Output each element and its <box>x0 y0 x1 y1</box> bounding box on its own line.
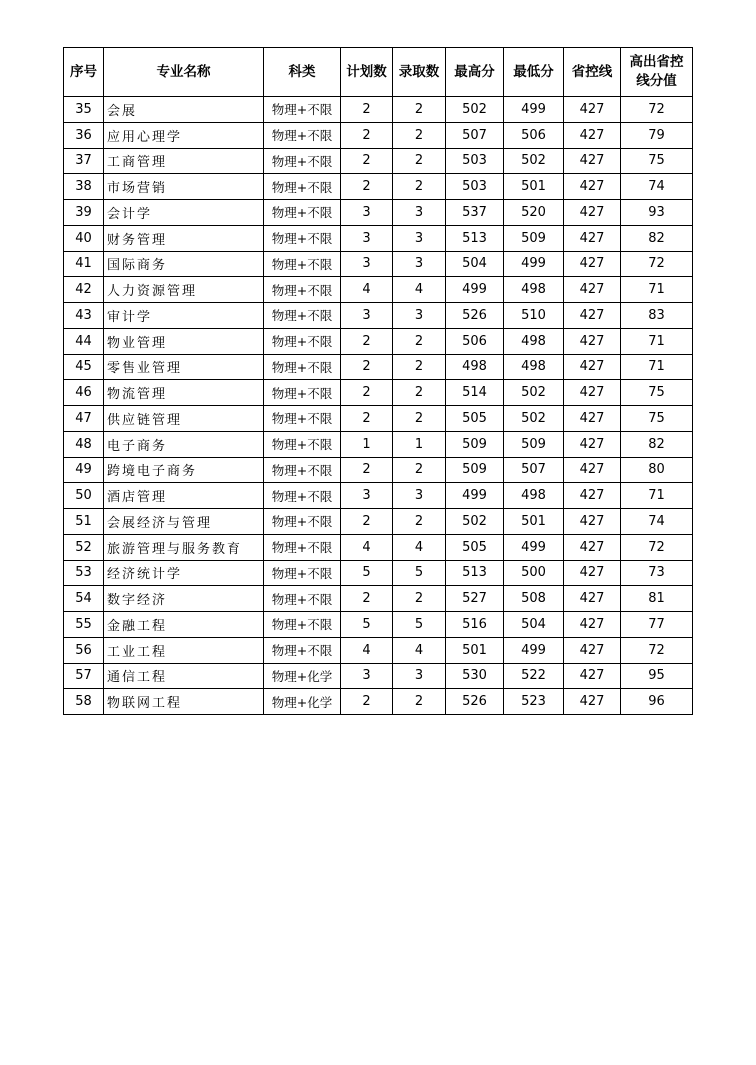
cell-control-line: 427 <box>564 225 621 251</box>
cell-admitted: 2 <box>393 689 446 715</box>
cell-above-line: 71 <box>621 328 693 354</box>
table-row <box>64 457 693 483</box>
cell-admitted: 2 <box>393 328 446 354</box>
cell-min-score: 502 <box>504 148 564 174</box>
cell-plan: 2 <box>341 354 393 380</box>
table-row <box>64 663 693 689</box>
cell-max-score: 502 <box>446 509 504 535</box>
cell-index: 35 <box>64 97 104 123</box>
table-row <box>64 148 693 174</box>
cell-plan: 1 <box>341 431 393 457</box>
cell-above-line: 80 <box>621 457 693 483</box>
cell-above-line: 71 <box>621 354 693 380</box>
table-row <box>64 328 693 354</box>
cell-min-score: 501 <box>504 174 564 200</box>
cell-major-name: 工商管理 <box>104 148 264 174</box>
cell-admitted: 3 <box>393 225 446 251</box>
cell-subject: 物理+化学 <box>264 689 341 715</box>
cell-admitted: 2 <box>393 406 446 432</box>
cell-admitted: 5 <box>393 560 446 586</box>
cell-max-score: 509 <box>446 431 504 457</box>
cell-subject: 物理+不限 <box>264 406 341 432</box>
cell-above-line: 75 <box>621 148 693 174</box>
cell-index: 37 <box>64 148 104 174</box>
cell-control-line: 427 <box>564 663 621 689</box>
cell-plan: 3 <box>341 225 393 251</box>
cell-major-name: 市场营销 <box>104 174 264 200</box>
table-row <box>64 406 693 432</box>
table-row <box>64 174 693 200</box>
cell-plan: 2 <box>341 148 393 174</box>
cell-major-name: 应用心理学 <box>104 122 264 148</box>
cell-above-line: 82 <box>621 431 693 457</box>
cell-min-score: 506 <box>504 122 564 148</box>
cell-plan: 2 <box>341 97 393 123</box>
cell-index: 44 <box>64 328 104 354</box>
cell-admitted: 3 <box>393 251 446 277</box>
cell-major-name: 通信工程 <box>104 663 264 689</box>
table-row <box>64 509 693 535</box>
cell-above-line: 75 <box>621 406 693 432</box>
cell-subject: 物理+化学 <box>264 663 341 689</box>
cell-index: 56 <box>64 637 104 663</box>
table-row <box>64 251 693 277</box>
cell-admitted: 2 <box>393 122 446 148</box>
cell-control-line: 427 <box>564 586 621 612</box>
cell-control-line: 427 <box>564 303 621 329</box>
cell-major-name: 跨境电子商务 <box>104 457 264 483</box>
cell-admitted: 2 <box>393 148 446 174</box>
cell-admitted: 2 <box>393 97 446 123</box>
cell-index: 41 <box>64 251 104 277</box>
cell-control-line: 427 <box>564 277 621 303</box>
cell-control-line: 427 <box>564 406 621 432</box>
cell-plan: 2 <box>341 328 393 354</box>
cell-major-name: 审计学 <box>104 303 264 329</box>
cell-min-score: 499 <box>504 97 564 123</box>
cell-major-name: 经济统计学 <box>104 560 264 586</box>
header-min-score: 最低分 <box>504 48 564 97</box>
cell-control-line: 427 <box>564 200 621 226</box>
header-plan: 计划数 <box>341 48 393 97</box>
cell-min-score: 498 <box>504 483 564 509</box>
cell-control-line: 427 <box>564 560 621 586</box>
cell-index: 45 <box>64 354 104 380</box>
cell-above-line: 81 <box>621 586 693 612</box>
cell-plan: 3 <box>341 663 393 689</box>
cell-admitted: 2 <box>393 354 446 380</box>
cell-min-score: 499 <box>504 251 564 277</box>
header-above-line: 高出省控线分值 <box>621 48 693 97</box>
cell-max-score: 499 <box>446 277 504 303</box>
cell-index: 54 <box>64 586 104 612</box>
cell-index: 38 <box>64 174 104 200</box>
table-row <box>64 354 693 380</box>
cell-above-line: 74 <box>621 509 693 535</box>
cell-max-score: 505 <box>446 406 504 432</box>
cell-min-score: 499 <box>504 637 564 663</box>
cell-subject: 物理+不限 <box>264 560 341 586</box>
cell-major-name: 人力资源管理 <box>104 277 264 303</box>
cell-admitted: 3 <box>393 483 446 509</box>
table-row <box>64 225 693 251</box>
cell-max-score: 503 <box>446 174 504 200</box>
cell-control-line: 427 <box>564 148 621 174</box>
cell-subject: 物理+不限 <box>264 380 341 406</box>
cell-max-score: 527 <box>446 586 504 612</box>
cell-index: 52 <box>64 534 104 560</box>
cell-major-name: 电子商务 <box>104 431 264 457</box>
cell-control-line: 427 <box>564 637 621 663</box>
cell-index: 58 <box>64 689 104 715</box>
cell-min-score: 498 <box>504 277 564 303</box>
header-admitted: 录取数 <box>393 48 446 97</box>
header-row <box>64 48 693 97</box>
cell-control-line: 427 <box>564 251 621 277</box>
cell-subject: 物理+不限 <box>264 534 341 560</box>
cell-plan: 2 <box>341 406 393 432</box>
cell-above-line: 71 <box>621 483 693 509</box>
cell-min-score: 499 <box>504 534 564 560</box>
cell-above-line: 71 <box>621 277 693 303</box>
cell-control-line: 427 <box>564 483 621 509</box>
cell-major-name: 财务管理 <box>104 225 264 251</box>
cell-subject: 物理+不限 <box>264 277 341 303</box>
cell-index: 53 <box>64 560 104 586</box>
table-row <box>64 200 693 226</box>
header-index: 序号 <box>64 48 104 97</box>
cell-min-score: 523 <box>504 689 564 715</box>
cell-min-score: 498 <box>504 328 564 354</box>
cell-admitted: 1 <box>393 431 446 457</box>
cell-plan: 3 <box>341 251 393 277</box>
cell-admitted: 4 <box>393 277 446 303</box>
cell-control-line: 427 <box>564 380 621 406</box>
cell-min-score: 509 <box>504 431 564 457</box>
cell-subject: 物理+不限 <box>264 483 341 509</box>
table-row <box>64 560 693 586</box>
cell-min-score: 504 <box>504 612 564 638</box>
cell-major-name: 工业工程 <box>104 637 264 663</box>
cell-major-name: 供应链管理 <box>104 406 264 432</box>
cell-subject: 物理+不限 <box>264 303 341 329</box>
cell-major-name: 零售业管理 <box>104 354 264 380</box>
cell-plan: 4 <box>341 534 393 560</box>
cell-min-score: 520 <box>504 200 564 226</box>
cell-plan: 2 <box>341 380 393 406</box>
cell-above-line: 95 <box>621 663 693 689</box>
cell-min-score: 502 <box>504 406 564 432</box>
cell-subject: 物理+不限 <box>264 637 341 663</box>
cell-control-line: 427 <box>564 328 621 354</box>
cell-admitted: 2 <box>393 380 446 406</box>
cell-max-score: 507 <box>446 122 504 148</box>
cell-major-name: 金融工程 <box>104 612 264 638</box>
cell-min-score: 522 <box>504 663 564 689</box>
cell-subject: 物理+不限 <box>264 586 341 612</box>
table-row <box>64 586 693 612</box>
cell-max-score: 516 <box>446 612 504 638</box>
table-row <box>64 637 693 663</box>
cell-admitted: 4 <box>393 534 446 560</box>
cell-control-line: 427 <box>564 431 621 457</box>
cell-major-name: 会展 <box>104 97 264 123</box>
cell-admitted: 2 <box>393 174 446 200</box>
cell-control-line: 427 <box>564 122 621 148</box>
cell-index: 46 <box>64 380 104 406</box>
cell-subject: 物理+不限 <box>264 97 341 123</box>
cell-above-line: 83 <box>621 303 693 329</box>
table-row <box>64 534 693 560</box>
cell-max-score: 513 <box>446 560 504 586</box>
cell-major-name: 物联网工程 <box>104 689 264 715</box>
cell-index: 39 <box>64 200 104 226</box>
cell-max-score: 514 <box>446 380 504 406</box>
cell-above-line: 72 <box>621 637 693 663</box>
cell-index: 57 <box>64 663 104 689</box>
table-row <box>64 380 693 406</box>
header-control-line: 省控线 <box>564 48 621 97</box>
admission-scores-table <box>63 47 693 715</box>
cell-index: 49 <box>64 457 104 483</box>
cell-major-name: 数字经济 <box>104 586 264 612</box>
cell-index: 40 <box>64 225 104 251</box>
cell-plan: 3 <box>341 483 393 509</box>
cell-major-name: 旅游管理与服务教育 <box>104 534 264 560</box>
cell-max-score: 504 <box>446 251 504 277</box>
cell-max-score: 502 <box>446 97 504 123</box>
cell-subject: 物理+不限 <box>264 612 341 638</box>
cell-above-line: 77 <box>621 612 693 638</box>
cell-control-line: 427 <box>564 174 621 200</box>
cell-above-line: 75 <box>621 380 693 406</box>
cell-max-score: 537 <box>446 200 504 226</box>
cell-above-line: 72 <box>621 97 693 123</box>
cell-plan: 2 <box>341 457 393 483</box>
cell-major-name: 物业管理 <box>104 328 264 354</box>
cell-control-line: 427 <box>564 534 621 560</box>
cell-index: 50 <box>64 483 104 509</box>
cell-above-line: 96 <box>621 689 693 715</box>
cell-above-line: 82 <box>621 225 693 251</box>
cell-max-score: 509 <box>446 457 504 483</box>
cell-min-score: 498 <box>504 354 564 380</box>
cell-plan: 3 <box>341 200 393 226</box>
cell-max-score: 501 <box>446 637 504 663</box>
cell-plan: 5 <box>341 560 393 586</box>
table-row <box>64 483 693 509</box>
cell-admitted: 3 <box>393 303 446 329</box>
cell-plan: 5 <box>341 612 393 638</box>
cell-subject: 物理+不限 <box>264 354 341 380</box>
cell-min-score: 502 <box>504 380 564 406</box>
cell-max-score: 526 <box>446 303 504 329</box>
cell-plan: 2 <box>341 509 393 535</box>
cell-subject: 物理+不限 <box>264 457 341 483</box>
cell-above-line: 79 <box>621 122 693 148</box>
cell-subject: 物理+不限 <box>264 225 341 251</box>
cell-min-score: 507 <box>504 457 564 483</box>
cell-index: 43 <box>64 303 104 329</box>
cell-max-score: 505 <box>446 534 504 560</box>
cell-plan: 2 <box>341 122 393 148</box>
header-subject: 科类 <box>264 48 341 97</box>
cell-major-name: 国际商务 <box>104 251 264 277</box>
cell-max-score: 513 <box>446 225 504 251</box>
cell-max-score: 498 <box>446 354 504 380</box>
cell-above-line: 93 <box>621 200 693 226</box>
cell-above-line: 74 <box>621 174 693 200</box>
cell-major-name: 物流管理 <box>104 380 264 406</box>
cell-min-score: 501 <box>504 509 564 535</box>
cell-subject: 物理+不限 <box>264 200 341 226</box>
table-row <box>64 277 693 303</box>
cell-admitted: 3 <box>393 200 446 226</box>
cell-admitted: 5 <box>393 612 446 638</box>
cell-plan: 2 <box>341 689 393 715</box>
cell-admitted: 4 <box>393 637 446 663</box>
table-row <box>64 303 693 329</box>
cell-max-score: 530 <box>446 663 504 689</box>
cell-index: 42 <box>64 277 104 303</box>
cell-above-line: 73 <box>621 560 693 586</box>
cell-max-score: 499 <box>446 483 504 509</box>
cell-index: 51 <box>64 509 104 535</box>
cell-min-score: 508 <box>504 586 564 612</box>
cell-plan: 2 <box>341 586 393 612</box>
cell-max-score: 526 <box>446 689 504 715</box>
cell-control-line: 427 <box>564 354 621 380</box>
table-row <box>64 431 693 457</box>
table-row <box>64 689 693 715</box>
cell-control-line: 427 <box>564 689 621 715</box>
cell-index: 36 <box>64 122 104 148</box>
cell-subject: 物理+不限 <box>264 431 341 457</box>
cell-index: 48 <box>64 431 104 457</box>
cell-control-line: 427 <box>564 612 621 638</box>
cell-index: 55 <box>64 612 104 638</box>
cell-above-line: 72 <box>621 534 693 560</box>
cell-subject: 物理+不限 <box>264 251 341 277</box>
cell-subject: 物理+不限 <box>264 509 341 535</box>
cell-index: 47 <box>64 406 104 432</box>
cell-major-name: 会展经济与管理 <box>104 509 264 535</box>
cell-max-score: 506 <box>446 328 504 354</box>
cell-min-score: 500 <box>504 560 564 586</box>
cell-subject: 物理+不限 <box>264 148 341 174</box>
cell-subject: 物理+不限 <box>264 122 341 148</box>
table-row <box>64 97 693 123</box>
cell-subject: 物理+不限 <box>264 174 341 200</box>
table-row <box>64 122 693 148</box>
cell-major-name: 会计学 <box>104 200 264 226</box>
header-major-name: 专业名称 <box>104 48 264 97</box>
cell-min-score: 509 <box>504 225 564 251</box>
table-row <box>64 612 693 638</box>
cell-above-line: 72 <box>621 251 693 277</box>
cell-admitted: 3 <box>393 663 446 689</box>
cell-control-line: 427 <box>564 97 621 123</box>
cell-min-score: 510 <box>504 303 564 329</box>
cell-plan: 2 <box>341 174 393 200</box>
cell-max-score: 503 <box>446 148 504 174</box>
cell-admitted: 2 <box>393 457 446 483</box>
cell-plan: 4 <box>341 637 393 663</box>
cell-major-name: 酒店管理 <box>104 483 264 509</box>
header-max-score: 最高分 <box>446 48 504 97</box>
cell-admitted: 2 <box>393 509 446 535</box>
cell-plan: 3 <box>341 303 393 329</box>
cell-admitted: 2 <box>393 586 446 612</box>
cell-control-line: 427 <box>564 457 621 483</box>
cell-control-line: 427 <box>564 509 621 535</box>
cell-plan: 4 <box>341 277 393 303</box>
cell-subject: 物理+不限 <box>264 328 341 354</box>
